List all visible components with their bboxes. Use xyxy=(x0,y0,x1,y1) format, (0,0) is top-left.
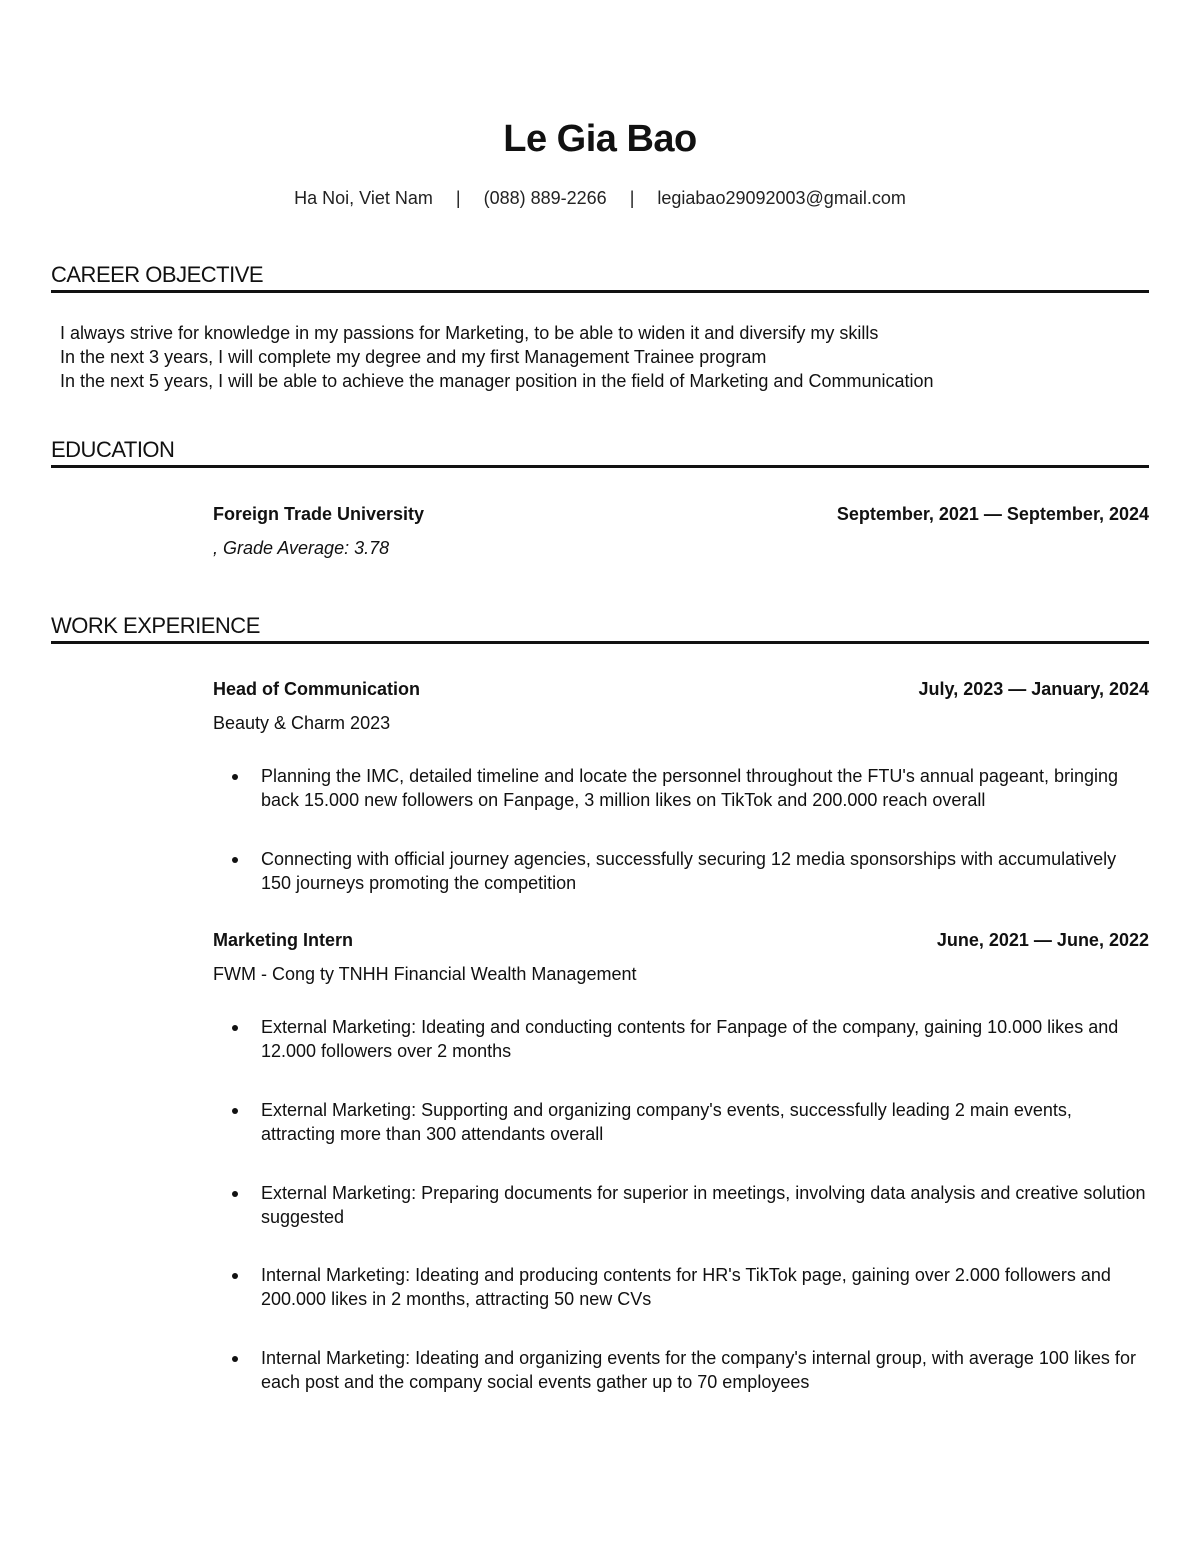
objective-line: In the next 5 years, I will be able to achieve the manager position in the field of Marketing and Communication xyxy=(60,371,934,391)
objective-line: In the next 3 years, I will complete my degree and my first Management Trainee program xyxy=(60,347,767,367)
job-bullet-list xyxy=(213,1015,1149,1063)
candidate-name: Le Gia Bao xyxy=(503,118,697,160)
job-bullet-list xyxy=(213,1346,1149,1394)
job-organization: Beauty & Charm 2023 xyxy=(213,713,391,733)
phone: (088) 889-2266 xyxy=(483,188,607,208)
objective-line: I always strive for knowledge in my passions for Marketing, to be able to widen it and diversify my skills xyxy=(60,323,879,343)
location: Ha Noi, Viet Nam xyxy=(294,188,433,208)
job-bullet-list xyxy=(213,1263,1149,1311)
job-role: Head of Communication xyxy=(213,679,421,699)
list-item: Connecting with official journey agencies, successfully securing 12 media sponsorships with accumulatively 150 journeys promoting the competition xyxy=(213,847,1149,895)
list-item: External Marketing: Preparing documents for superior in meetings, involving data analysis and creative solution suggested xyxy=(213,1181,1149,1229)
section-title-career-objective: CAREER OBJECTIVE xyxy=(51,262,1149,293)
job-bullet-list xyxy=(213,1181,1149,1229)
job-header xyxy=(213,930,1149,951)
separator: | xyxy=(629,188,635,208)
job-organization: FWM - Cong ty TNHH Financial Wealth Management xyxy=(213,964,637,984)
job-bullet-list xyxy=(213,1098,1149,1146)
career-objective-text xyxy=(60,321,1140,393)
list-item: Internal Marketing: Ideating and organizing events for the company's internal group, with average 100 likes for each post and the company social events gather up to 70 employees xyxy=(213,1346,1149,1394)
separator: | xyxy=(455,188,461,208)
education-dates: September, 2021 — September, 2024 xyxy=(836,504,1149,524)
job-dates: July, 2023 — January, 2024 xyxy=(918,679,1149,699)
section-title-work-experience: WORK EXPERIENCE xyxy=(51,613,1149,644)
grade-average: , Grade Average: 3.78 xyxy=(213,538,390,558)
section-title-education: EDUCATION xyxy=(51,437,1149,468)
list-item: Planning the IMC, detailed timeline and locate the personnel throughout the FTU's annual pageant, bringing back 15.000 new followers on Fanpage, 3 million likes on TikTok and 200.000 reach overall xyxy=(213,764,1149,812)
job-bullet-list xyxy=(213,847,1149,895)
job-header xyxy=(213,679,1149,700)
list-item: External Marketing: Ideating and conducting contents for Fanpage of the company, gaining 10.000 likes and 12.000 followers over 2 months xyxy=(213,1015,1149,1063)
job-dates: June, 2021 — June, 2022 xyxy=(936,930,1149,950)
school-name: Foreign Trade University xyxy=(213,504,425,524)
education-entry-header xyxy=(213,504,1149,525)
job-bullet-list xyxy=(213,764,1149,812)
email: legiabao29092003@gmail.com xyxy=(657,188,906,208)
list-item: Internal Marketing: Ideating and producing contents for HR's TikTok page, gaining over 2.000 followers and 200.000 likes in 2 months, attracting 50 new CVs xyxy=(213,1263,1149,1311)
contact-line xyxy=(0,188,1200,209)
job-role: Marketing Intern xyxy=(213,930,354,950)
list-item: External Marketing: Supporting and organizing company's events, successfully leading 2 main events, attracting more than 300 attendants overall xyxy=(213,1098,1149,1146)
